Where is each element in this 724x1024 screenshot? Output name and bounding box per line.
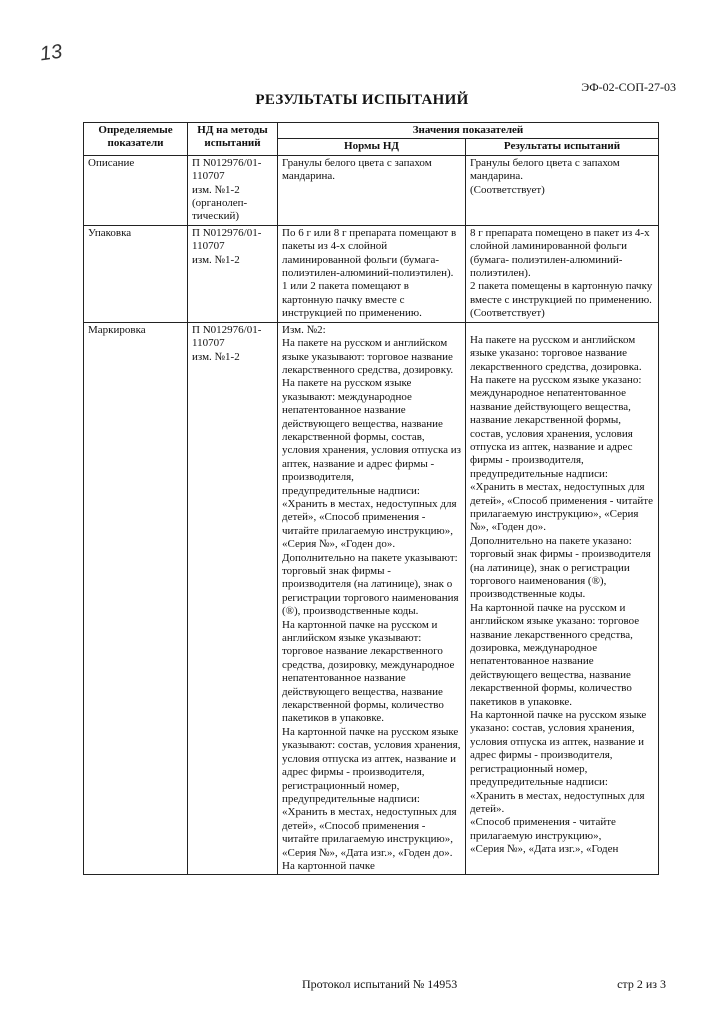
cell-norm-line: Дополнительно на пакете указывают: торговый знак фирмы - производителя (на латинице), знак о регистрации торгового наименования (®), производственные коды.	[282, 551, 459, 618]
cell-norm-line: На пакете на русском языке указывают: международное непатентованное название действующего вещества, название лекарственной формы, состав, условия хранения, условия отпуска из аптек, название и адрес фирмы - производителя,	[282, 377, 461, 484]
cell-result-line: 8 г препарата помещено в пакет из 4-х слойной ламинированной фольги (бумага- полиэтилен-алюминий-полиэтилен).	[470, 226, 650, 280]
cell-result-line: (Соответствует)	[470, 183, 545, 196]
cell-method-line: тический)	[192, 210, 240, 223]
cell-norm-line: Гранулы белого цвета с запахом мандарина.	[282, 156, 432, 183]
cell-norm-line: По 6 г или 8 г препарата помещают в пакеты из 4-х слойной ламинированной фольги (бумага-полиэтилен-алюминий-полиэтилен). 1 или 2 пакета помещают в картонную пачку вместе с инструкцией по применению.	[282, 226, 457, 320]
cell-norm-line: На картонной пачке на русском языке указывают: состав, условия хранения, условия отпуска из аптек, название и адрес фирмы - производителя, регистрационный номер, предупредительные надписи: «Хранить в местах, недоступных для детей», «Способ применения - читайте прилагаемую инструкцию»,	[282, 725, 461, 846]
cell-norm-line: Изм. №2:	[282, 323, 326, 336]
cell-parameter: Описание	[84, 155, 188, 225]
cell-result-line: (Соответствует)	[470, 307, 545, 320]
cell-norm	[278, 155, 466, 225]
header-method: НД на методы испытаний	[188, 123, 278, 156]
cell-method-line: изм. №1-2	[192, 183, 240, 196]
cell-result-line: 2 пакета помещены в картонную пачку вместе с инструкцией по применению.	[470, 280, 653, 306]
cell-method	[188, 322, 278, 875]
footer-protocol: Протокол испытаний № 14953	[302, 977, 458, 991]
cell-method-line: П N012976/01-	[192, 226, 262, 239]
cell-norm	[278, 322, 466, 875]
cell-result	[466, 225, 659, 322]
cell-norm-line: предупредительные надписи: «Хранить в местах, недоступных для детей», «Способ применения - читайте прилагаемую инструкцию», «Серия №», «Годен до».	[282, 484, 457, 551]
cell-norm	[278, 225, 466, 322]
cell-method	[188, 155, 278, 225]
cell-parameter: Упаковка	[84, 225, 188, 322]
table-row	[84, 155, 659, 225]
cell-method-line: П N012976/01-	[192, 156, 262, 169]
cell-method-line: 110707	[192, 337, 225, 350]
cell-norm-line: На картонной пачке	[282, 859, 375, 872]
handwritten-page-number: 13	[38, 40, 64, 66]
header-results: Результаты испытаний	[466, 139, 659, 155]
cell-result	[466, 322, 659, 875]
cell-result-line: На пакете на русском языке указано: международное непатентованное название действующего вещества, название лекарственной формы, состав, условия хранения, условия отпуска из аптек, название и адрес фирмы - производителя,	[470, 373, 642, 467]
cell-method-line: (органолеп-	[192, 197, 248, 210]
cell-result-line: На пакете на русском и английском языке указано: торговое название лекарственного средства, дозировка.	[470, 333, 642, 373]
cell-method-line: изм. №1-2	[192, 350, 240, 363]
header-norms: Нормы НД	[278, 139, 466, 155]
table-row	[84, 322, 659, 875]
page-title: РЕЗУЛЬТАТЫ ИСПЫТАНИЙ	[255, 92, 469, 108]
form-code: ЭФ-02-СОП-27-03	[581, 80, 676, 94]
header-values: Значения показателей	[278, 123, 659, 139]
cell-norm-line: «Серия №», «Дата изг.», «Годен до».	[282, 846, 453, 859]
cell-norm-line: На картонной пачке на русском и английском языке указывают: торговое название лекарственного средства, дозировку, международное непатентованное название действующего вещества, название лекарственной формы, количество пакетиков в упаковке.	[282, 618, 455, 725]
cell-result	[466, 155, 659, 225]
cell-result-line: На картонной пачке на русском языке указано: состав, условия хранения, условия отпуска из аптек, название и адрес фирмы - производителя, регистрационный номер, предупредительные надписи: «Хранить в местах, недоступных для детей».	[470, 709, 647, 815]
cell-parameter: Маркировка	[84, 322, 188, 875]
cell-method-line: 110707	[192, 170, 225, 183]
cell-method-line: изм. №1-2	[192, 253, 240, 266]
cell-result-line: предупредительные надписи: «Хранить в местах, недоступных для детей», «Способ применения - читайте прилагаемую инструкцию», «Серия №», «Годен до».	[470, 467, 653, 534]
cell-method	[188, 225, 278, 322]
cell-method-line: 110707	[192, 240, 225, 253]
footer-page-number: стр 2 из 3	[617, 977, 666, 991]
header-parameter: Определяемые показатели	[84, 123, 188, 156]
cell-result-line: На картонной пачке на русском и английском языке указано: торговое название лекарственного средства, дозировка, международное непатентованное название действующего вещества, название лекарственной формы, количество пакетиков в упаковке.	[470, 601, 640, 708]
table-row	[84, 225, 659, 322]
results-table	[83, 122, 659, 875]
cell-result-line: Гранулы белого цвета с запахом мандарина.	[470, 156, 620, 183]
cell-result-line: Дополнительно на пакете указано: торговый знак фирмы - производителя (на латинице), знак о регистрации торгового наименования (®), производственные коды.	[470, 534, 651, 601]
cell-norm-line: На пакете на русском и английском языке указывают: торговое название лекарственного средства, дозировку.	[282, 337, 454, 376]
table-body	[84, 155, 659, 875]
cell-result-line: «Серия №», «Дата изг.», «Годен	[470, 843, 619, 856]
cell-result-line: «Способ применения - читайте прилагаемую инструкцию»,	[470, 816, 616, 842]
cell-method-line: П N012976/01-	[192, 323, 262, 336]
